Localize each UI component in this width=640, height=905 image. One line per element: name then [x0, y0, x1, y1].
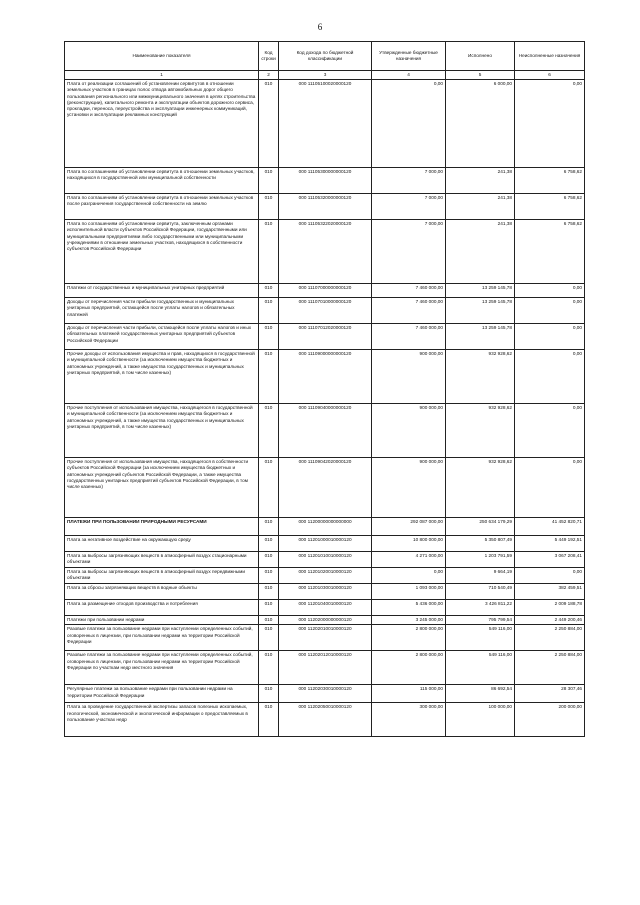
column-number: 6: [515, 71, 585, 80]
table-row: [65, 194, 585, 220]
row-approved: 7 460 000,00: [372, 324, 446, 350]
row-income-code: 000 11202012010000120: [279, 651, 372, 685]
table-row: [65, 350, 585, 404]
table-body: [65, 80, 585, 737]
row-executed: 13 259 145,78: [446, 324, 515, 350]
row-approved: 900 000,00: [372, 404, 446, 458]
row-name: Платежи при пользовании недрами: [65, 616, 259, 625]
row-executed: 86 692,54: [446, 685, 515, 703]
row-line-code: 010: [259, 194, 279, 220]
row-income-code: 000 11202050010000120: [279, 703, 372, 737]
row-name: Плата от реализации соглашений об установлении сервитутов в отношении земельных участков в границах полос отвода автомобильных дорог общего пользования регионального или межмуниципального значения в целях строительства (реконструкции), капитального ремонта и эксплуатации объектов дорожного сервиса, прокладки, переноса, переустройства и эксплуатации инженерных коммуникаций, установки и эксплуатации рекламных конструкций: [65, 80, 259, 168]
row-approved: 2 800 000,00: [372, 651, 446, 685]
table-row: [65, 298, 585, 324]
row-name: Платежи от государственных и муниципальных унитарных предприятий: [65, 284, 259, 298]
row-approved: 10 800 000,00: [372, 536, 446, 552]
row-executed: 932 928,62: [446, 350, 515, 404]
row-name: Доходы от перечисления части прибыли государственных и муниципальных унитарных предприятий, остающейся после уплаты налогов и обязательных платежей: [65, 298, 259, 324]
table-row: [65, 168, 585, 194]
row-unexecuted: 2 449 200,46: [515, 616, 585, 625]
header-approved: Утвержденные бюджетные назначения: [372, 42, 446, 71]
header-executed: Исполнено: [446, 42, 515, 71]
row-unexecuted: 0,00: [515, 80, 585, 168]
table-row: [65, 625, 585, 651]
table-row: [65, 685, 585, 703]
table-row: [65, 703, 585, 737]
row-approved: 900 000,00: [372, 350, 446, 404]
table-row: [65, 536, 585, 552]
row-executed: 13 259 145,78: [446, 284, 515, 298]
row-name: Плата за выбросы загрязняющих веществ в атмосферный воздух передвижными объектами: [65, 568, 259, 584]
row-line-code: 010: [259, 568, 279, 584]
row-line-code: 010: [259, 703, 279, 737]
row-line-code: 010: [259, 651, 279, 685]
row-name: Плата за сбросы загрязняющих веществ в водные объекты: [65, 584, 259, 600]
row-income-code: 000 11105320000000120: [279, 194, 372, 220]
row-executed: 5 350 807,49: [446, 536, 515, 552]
row-unexecuted: 6 758,62: [515, 168, 585, 194]
row-income-code: 000 11202030010000120: [279, 685, 372, 703]
row-executed: 3 426 811,22: [446, 600, 515, 616]
row-unexecuted: 200 000,00: [515, 703, 585, 737]
table-row: [65, 552, 585, 568]
row-approved: 4 271 000,00: [372, 552, 446, 568]
row-line-code: 010: [259, 168, 279, 194]
row-approved: 7 460 000,00: [372, 298, 446, 324]
row-executed: 100 000,00: [446, 703, 515, 737]
row-name: Плата за проведение государственной экспертизы запасов полезных ископаемых, геологической, экономической и экологической информации о предоставляемых в пользование участках недр: [65, 703, 259, 737]
row-line-code: 010: [259, 685, 279, 703]
row-name: Регулярные платежи за пользование недрами при пользовании недрами на территории Российской Федерации: [65, 685, 259, 703]
row-approved: 7 460 000,00: [372, 284, 446, 298]
row-unexecuted: 6 758,62: [515, 220, 585, 284]
row-line-code: 010: [259, 600, 279, 616]
table-row: [65, 80, 585, 168]
row-name: Плата за размещение отходов производства и потребления: [65, 600, 259, 616]
row-income-code: 000 11109042020000120: [279, 458, 372, 518]
row-unexecuted: 5 449 192,51: [515, 536, 585, 552]
row-income-code: 000 11200000000000000: [279, 518, 372, 536]
budget-execution-table: [64, 41, 585, 737]
column-number: 4: [372, 71, 446, 80]
row-income-code: 000 11107000000000120: [279, 284, 372, 298]
row-unexecuted: 2 250 884,00: [515, 625, 585, 651]
table-row: [65, 220, 585, 284]
row-income-code: 000 11105100020000120: [279, 80, 372, 168]
row-approved: 115 000,00: [372, 685, 446, 703]
row-income-code: 000 11107012020000120: [279, 324, 372, 350]
row-unexecuted: 0,00: [515, 324, 585, 350]
row-line-code: 010: [259, 552, 279, 568]
row-unexecuted: 382 459,51: [515, 584, 585, 600]
row-approved: 3 245 000,00: [372, 616, 446, 625]
row-line-code: 010: [259, 298, 279, 324]
row-executed: 932 928,62: [446, 458, 515, 518]
row-executed: 932 928,62: [446, 404, 515, 458]
row-name: Плата за негативное воздействие на окружающую среду: [65, 536, 259, 552]
row-line-code: 010: [259, 324, 279, 350]
column-number: 5: [446, 71, 515, 80]
table-row: [65, 600, 585, 616]
table-row: [65, 284, 585, 298]
page-number: 6: [317, 22, 323, 32]
table-row: [65, 651, 585, 685]
row-name: Разовые платежи за пользование недрами при наступлении определенных событий, оговоренных в лицензии, при пользовании недрами на территории Российской Федерации: [65, 625, 259, 651]
row-unexecuted: 3 067 208,41: [515, 552, 585, 568]
row-line-code: 010: [259, 616, 279, 625]
header-name: Наименование показателя: [65, 42, 259, 71]
row-executed: 241,38: [446, 168, 515, 194]
table-header-row: [65, 42, 585, 71]
row-income-code: 000 11107010000000120: [279, 298, 372, 324]
row-executed: 549 116,00: [446, 651, 515, 685]
row-income-code: 000 11109000000000120: [279, 350, 372, 404]
row-line-code: 010: [259, 80, 279, 168]
row-income-code: 000 11105322020000120: [279, 220, 372, 284]
row-executed: 9 664,19: [446, 568, 515, 584]
row-income-code: 000 11105300000000120: [279, 168, 372, 194]
table-row: [65, 584, 585, 600]
row-approved: 0,00: [372, 80, 446, 168]
row-name: ПЛАТЕЖИ ПРИ ПОЛЬЗОВАНИИ ПРИРОДНЫМИ РЕСУРСАМИ: [65, 518, 259, 536]
row-income-code: 000 11201010010000120: [279, 552, 372, 568]
column-number: 3: [279, 71, 372, 80]
row-line-code: 010: [259, 220, 279, 284]
row-line-code: 010: [259, 404, 279, 458]
row-name: Плата по соглашениям об установлении сервитута, заключенным органами исполнительной власти субъектов Российской Федерации, государственными или муниципальными предприятиями либо государственными или муниципальными учреждениями в отношении земельных участков, находящихся в собственности субъектов Российской Федерации: [65, 220, 259, 284]
table-row: [65, 404, 585, 458]
row-line-code: 010: [259, 350, 279, 404]
row-income-code: 000 11109040000000120: [279, 404, 372, 458]
row-name: Плата за выбросы загрязняющих веществ в атмосферный воздух стационарными объектами: [65, 552, 259, 568]
row-income-code: 000 11201040010000120: [279, 600, 372, 616]
row-executed: 710 540,49: [446, 584, 515, 600]
header-unexecuted: Неисполненные назначения: [515, 42, 585, 71]
row-unexecuted: 0,00: [515, 298, 585, 324]
row-line-code: 010: [259, 584, 279, 600]
table-row: [65, 458, 585, 518]
row-name: Плата по соглашениям об установлении сервитута в отношении земельных участков после разграничения государственной собственности на землю: [65, 194, 259, 220]
row-approved: 7 000,00: [372, 220, 446, 284]
row-unexecuted: 0,00: [515, 458, 585, 518]
row-approved: 1 093 000,00: [372, 584, 446, 600]
row-executed: 13 259 145,78: [446, 298, 515, 324]
row-approved: 292 087 000,00: [372, 518, 446, 536]
row-unexecuted: 6 758,62: [515, 194, 585, 220]
row-income-code: 000 11202010010000120: [279, 625, 372, 651]
row-executed: 795 799,54: [446, 616, 515, 625]
row-unexecuted: 0,00: [515, 350, 585, 404]
header-income-code: Код дохода по бюджетной классификации: [279, 42, 372, 71]
column-number: 1: [65, 71, 259, 80]
table-row: [65, 324, 585, 350]
row-approved: 900 000,00: [372, 458, 446, 518]
header-line-code: Код строки: [259, 42, 279, 71]
row-income-code: 000 11201020010000120: [279, 568, 372, 584]
row-name: Прочие доходы от использования имущества и прав, находящихся в государственной и муниципальной собственности (за исключением имущества бюджетных и автономных учреждений, а также имущества государственных и муниципальных унитарных предприятий, в том числе казенных): [65, 350, 259, 404]
row-unexecuted: 41 452 820,71: [515, 518, 585, 536]
row-name: Плата по соглашениям об установлении сервитута в отношении земельных участков, находящихся в государственной или муниципальной собственности: [65, 168, 259, 194]
row-approved: 7 000,00: [372, 194, 446, 220]
row-approved: 300 000,00: [372, 703, 446, 737]
row-unexecuted: 2 009 188,78: [515, 600, 585, 616]
row-executed: 1 203 791,59: [446, 552, 515, 568]
row-unexecuted: 28 307,46: [515, 685, 585, 703]
row-unexecuted: 0,00: [515, 284, 585, 298]
table-row: [65, 518, 585, 536]
row-unexecuted: 0,00: [515, 404, 585, 458]
row-name: Доходы от перечисления части прибыли, остающейся после уплаты налогов и иных обязательных платежей государственных унитарных предприятий субъектов Российской Федерации: [65, 324, 259, 350]
row-line-code: 010: [259, 284, 279, 298]
row-executed: 549 116,00: [446, 625, 515, 651]
row-line-code: 010: [259, 518, 279, 536]
row-approved: 0,00: [372, 568, 446, 584]
row-name: Разовые платежи за пользование недрами при наступлении определенных событий, оговоренных в лицензии, при пользовании недрами на территории Российской Федерации по участкам недр местного значения: [65, 651, 259, 685]
row-approved: 5 436 000,00: [372, 600, 446, 616]
column-number: 2: [259, 71, 279, 80]
row-approved: 7 000,00: [372, 168, 446, 194]
row-approved: 2 800 000,00: [372, 625, 446, 651]
row-executed: 250 634 179,29: [446, 518, 515, 536]
table-row: [65, 568, 585, 584]
row-executed: 241,38: [446, 194, 515, 220]
column-number-row: [65, 71, 585, 80]
row-line-code: 010: [259, 458, 279, 518]
row-line-code: 010: [259, 625, 279, 651]
row-name: Прочие поступления от использования имущества, находящегося в собственности субъектов Российской Федерации (за исключением имущества бюджетных и автономных учреждений субъектов Российской Федерации, а также имущества государственных унитарных предприятий субъектов Российской Федерации, в том числе казенных): [65, 458, 259, 518]
table-row: [65, 616, 585, 625]
row-unexecuted: 0,00: [515, 568, 585, 584]
row-income-code: 000 11201000010000120: [279, 536, 372, 552]
row-income-code: 000 11201030010000120: [279, 584, 372, 600]
row-executed: 241,38: [446, 220, 515, 284]
row-name: Прочие поступления от использования имущества, находящегося в государственной и муниципальной собственности (за исключением имущества бюджетных и автономных учреждений, а также имущества государственных и муниципальных унитарных предприятий, в том числе казенных): [65, 404, 259, 458]
row-executed: 6 000,00: [446, 80, 515, 168]
row-unexecuted: 2 250 884,00: [515, 651, 585, 685]
row-income-code: 000 11202000000000120: [279, 616, 372, 625]
row-line-code: 010: [259, 536, 279, 552]
